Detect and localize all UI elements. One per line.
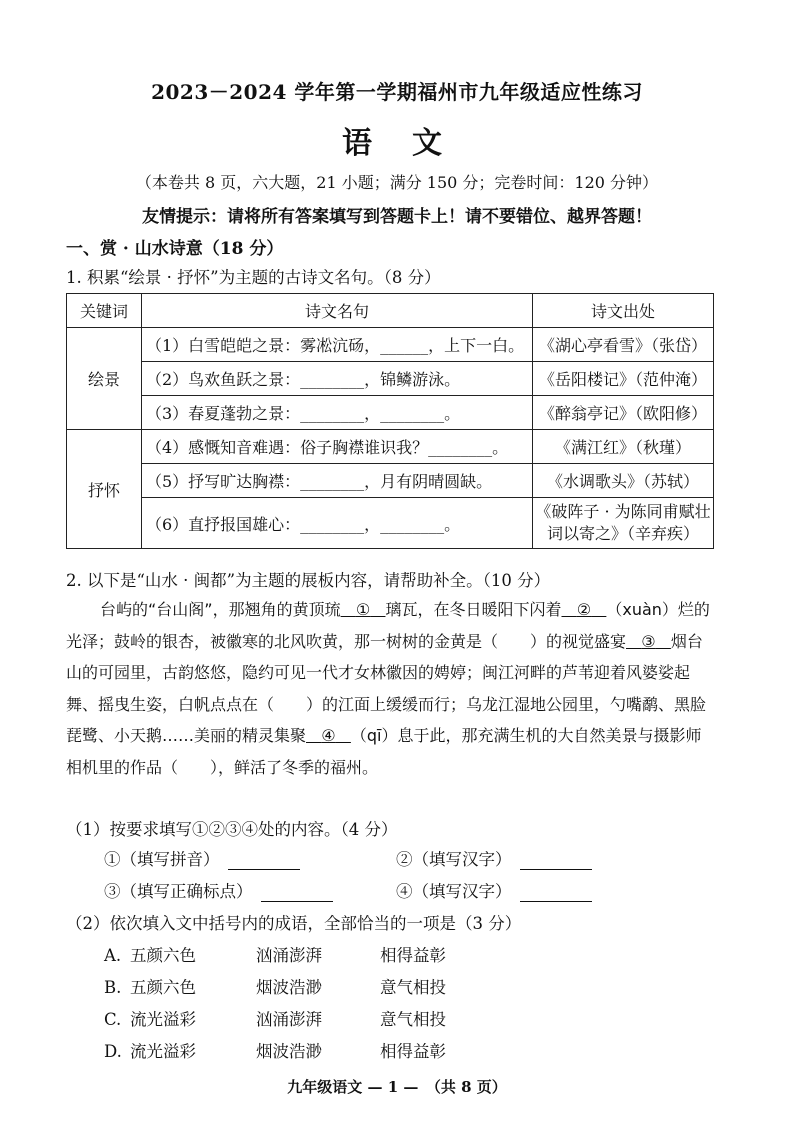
fill-item-4 [396,878,592,902]
poem-line: （4）感慨知音难遇：俗子胸襟谁识我？________。 [142,430,533,464]
poem-line: （3）春夏蓬勃之景：________，________。 [142,396,533,430]
poem-source: 《湖心亭看雪》（张岱） [533,328,714,362]
blank-4-marker: ④ [321,726,336,745]
fill-item-3 [104,878,333,902]
option-b [104,974,446,998]
poem-line: （1）白雪皑皑之景：雾凇沆砀，______，上下一白。 [142,328,533,362]
option-idiom: 五颜六色 [130,978,196,997]
poem-source: 《水调歌头》（苏轼） [533,464,714,498]
fill-item-label: ③（填写正确标点） [104,882,253,901]
answer-line [520,853,592,870]
keyword-scenery: 绘景 [67,328,142,430]
exam-meta: （本卷共 8 页，六大题，21 小题；满分 150 分；完卷时间：120 分钟） [135,173,659,192]
table-row [67,498,714,549]
option-idiom: 意气相投 [380,1010,446,1029]
blank-1 [341,594,386,626]
keyword-feelings: 抒怀 [67,430,142,549]
table-row [67,396,714,430]
blank-1-marker: ① [355,600,371,619]
sub-question-2: （2）依次填入文中括号内的成语，全部恰当的一项是（3 分） [66,914,522,933]
option-letter: B. [104,978,122,997]
option-idiom: 烟波浩渺 [256,1042,322,1061]
passage-text: 台屿的“台山阁”，那翘角的黄顶琉 [100,600,341,619]
option-idiom: 流光溢彩 [130,1042,196,1061]
poem-table [66,293,714,549]
question-2: 2. 以下是“山水 · 闽都”为主题的展板内容，请帮助补全。（10 分） [66,571,551,590]
passage-text: （qī）息于此，那充满生机的大自然美景与摄影师相机里的作品（ ），鲜活了冬季的福州。 [66,726,702,777]
table-row [67,362,714,396]
poem-source: 《破阵子 · 为陈同甫赋壮词以寄之》（辛弃疾） [533,498,714,549]
poem-line: （2）鸟欢鱼跃之景：________，锦鳞游泳。 [142,362,533,396]
section-1-title: 一、赏 · 山水诗意（18 分） [66,239,284,259]
table-header-row [67,294,714,328]
exam-title: 2023－2024 学年第一学期福州市九年级适应性练习 [151,80,643,104]
table-row [67,464,714,498]
fill-item-label: ②（填写汉字） [396,850,512,869]
blank-4 [306,720,351,752]
blank-2-marker: ② [576,600,592,619]
poem-line: （6）直抒报国雄心：________，________。 [142,498,533,549]
blank-3-marker: ③ [641,631,656,651]
header-source: 诗文出处 [533,294,714,328]
blank-3 [626,626,671,658]
passage-text: （xuàn）烂的光泽；鼓岭的银杏，被徽寒的北风吹黄，那一树树的金黄是（ ）的视觉盛宴 [66,600,710,651]
table-row [67,328,714,362]
option-c [104,1006,446,1030]
answer-line [520,885,592,902]
passage-text: 烟台山的可园里，古韵悠悠，隐约可见一代才女林徽因的娉婷；闽江河畔的芦苇迎着风婆娑起舞、摇曳生姿，白帆点点在（ ）的江面上缓缓而行；乌龙江湿地公园里，勺嘴鹬、黑脸琵鹭、小天鹅……美丽的精灵集聚 [66,631,707,745]
option-idiom: 烟波浩渺 [256,978,322,997]
option-a [104,942,446,966]
fill-item-1 [104,846,300,870]
option-idiom: 相得益彰 [380,946,446,965]
poem-source: 《醉翁亭记》（欧阳修） [533,396,714,430]
option-idiom: 汹涌澎湃 [256,946,322,965]
header-lines: 诗文名句 [142,294,533,328]
subject-title: 语文 [342,126,482,161]
passage-text: 璃瓦，在冬日暖阳下闪着 [385,600,562,619]
option-letter: C. [104,1010,122,1029]
poem-source: 《岳阳楼记》（范仲淹） [533,362,714,396]
option-letter: A. [104,946,122,965]
table-row [67,430,714,464]
poem-source: 《满江红》（秋瑾） [533,430,714,464]
poem-line: （5）抒写旷达胸襟：________，月有阴晴圆缺。 [142,464,533,498]
blank-2 [561,594,606,626]
option-idiom: 流光溢彩 [130,1010,196,1029]
fill-item-2 [396,846,592,870]
option-d [104,1038,446,1062]
passage [66,594,716,783]
option-idiom: 五颜六色 [130,946,196,965]
fill-item-label: ④（填写汉字） [396,882,512,901]
fill-item-label: ①（填写拼音） [104,850,220,869]
option-idiom: 意气相投 [380,978,446,997]
question-1: 1. 积累“绘景 · 抒怀”为主题的古诗文名句。（8 分） [66,268,441,287]
sub-question-1: （1）按要求填写①②③④处的内容。（4 分） [66,820,398,839]
friendly-tip: 友情提示：请将所有答案填写到答题卡上！请不要错位、越界答题！ [142,207,652,227]
page-footer: 九年级语文 — 1 — （共 8 页） [287,1078,507,1096]
header-keyword: 关键词 [67,294,142,328]
answer-line [228,853,300,870]
answer-line [261,885,333,902]
option-idiom: 相得益彰 [380,1042,446,1061]
option-idiom: 汹涌澎湃 [256,1010,322,1029]
option-letter: D. [104,1042,122,1061]
